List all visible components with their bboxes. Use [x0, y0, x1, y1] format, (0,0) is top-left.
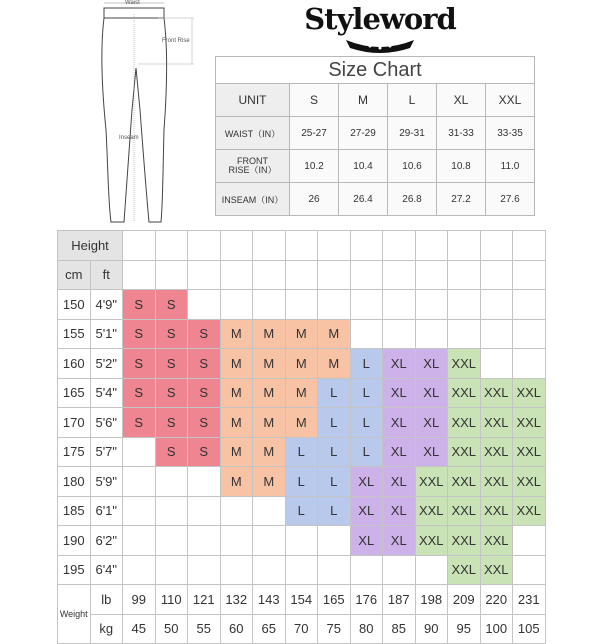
header-size-s: S [290, 84, 339, 117]
size-cell-l: L [350, 437, 383, 467]
size-cell-m: M [318, 319, 351, 349]
size-cell-xxl: XXL [448, 496, 481, 526]
size-cell-xxl: XXL [448, 408, 481, 438]
leggings-illustration-icon [94, 0, 204, 228]
size-cell-m: M [220, 408, 253, 438]
grid-cell [123, 496, 156, 526]
size-cell-s: S [155, 349, 188, 379]
header-size-l: L [388, 84, 437, 117]
size-cell-m: M [253, 319, 286, 349]
grid-cell [123, 437, 156, 467]
height-cm: 180 [58, 467, 91, 497]
size-cell-s: S [123, 378, 156, 408]
height-ft: 5'9" [90, 467, 123, 497]
size-cell-xl: XL [415, 349, 448, 379]
size-cell-xl: XL [383, 349, 416, 379]
size-cell-l: L [318, 378, 351, 408]
height-cm: 150 [58, 290, 91, 320]
grid-cell [383, 319, 416, 349]
size-cell-m: M [253, 408, 286, 438]
size-chart-table [215, 56, 535, 216]
weight-kg: 60 [220, 614, 253, 644]
grid-cell [285, 231, 318, 261]
grid-cell [285, 290, 318, 320]
grid-cell [253, 260, 286, 290]
size-cell-s: S [188, 349, 221, 379]
table-cell: 31-33 [437, 117, 486, 150]
table-row [58, 378, 546, 408]
size-cell-m: M [285, 408, 318, 438]
brand-logo-text: Styleword [304, 2, 456, 36]
grid-unit-row [58, 260, 546, 290]
weight-kg: 55 [188, 614, 221, 644]
size-cell-xl: XL [350, 496, 383, 526]
weight-lb: 165 [318, 585, 351, 615]
weight-kg: 95 [448, 614, 481, 644]
table-cell: 27.6 [486, 183, 535, 216]
size-cell-xxl: XXL [448, 526, 481, 556]
weight-lb: 176 [350, 585, 383, 615]
table-row [58, 437, 546, 467]
row-label-front: FRONT [237, 156, 268, 166]
weight-lb: 187 [383, 585, 416, 615]
table-row [58, 319, 546, 349]
size-cell-xl: XL [383, 408, 416, 438]
size-chart-header-row [216, 84, 535, 117]
grid-cell [415, 319, 448, 349]
table-row [58, 526, 546, 556]
grid-cell [285, 526, 318, 556]
weight-lb: 231 [513, 585, 546, 615]
weight-kg: 100 [480, 614, 513, 644]
grid-cell [513, 349, 546, 379]
grid-cell [123, 231, 156, 261]
table-cell: 10.8 [437, 150, 486, 183]
grid-cell [480, 319, 513, 349]
header-size-xl: XL [437, 84, 486, 117]
table-row [58, 555, 546, 585]
size-cell-l: L [285, 467, 318, 497]
size-cell-xxl: XXL [513, 496, 546, 526]
size-cell-xl: XL [383, 437, 416, 467]
size-cell-m: M [220, 467, 253, 497]
grid-cell [350, 555, 383, 585]
ft-label: ft [90, 260, 123, 290]
weight-kg: 85 [383, 614, 416, 644]
row-label-waist: WAIST（IN） [216, 117, 290, 150]
waist-label: Waist [125, 0, 140, 6]
height-weight-grid [57, 230, 546, 644]
height-cm: 160 [58, 349, 91, 379]
grid-cell [123, 260, 156, 290]
size-cell-m: M [253, 349, 286, 379]
height-label: Height [58, 231, 123, 261]
grid-cell [123, 467, 156, 497]
table-row [58, 349, 546, 379]
size-cell-m: M [318, 349, 351, 379]
grid-cell [415, 290, 448, 320]
height-cm: 195 [58, 555, 91, 585]
size-cell-xxl: XXL [480, 555, 513, 585]
size-cell-xxl: XXL [415, 526, 448, 556]
grid-cell [383, 555, 416, 585]
grid-cell [123, 526, 156, 556]
size-cell-s: S [123, 319, 156, 349]
table-cell: 27.2 [437, 183, 486, 216]
grid-cell [318, 260, 351, 290]
size-cell-xxl: XXL [513, 467, 546, 497]
size-cell-xxl: XXL [448, 437, 481, 467]
size-cell-xxl: XXL [415, 496, 448, 526]
weight-lb: 220 [480, 585, 513, 615]
size-cell-l: L [318, 467, 351, 497]
size-cell-m: M [285, 378, 318, 408]
size-cell-m: M [285, 349, 318, 379]
table-row [58, 290, 546, 320]
table-cell: 10.4 [339, 150, 388, 183]
size-chart-row-front-rise [216, 150, 535, 183]
grid-cell [318, 231, 351, 261]
grid-cell [123, 555, 156, 585]
height-cm: 155 [58, 319, 91, 349]
size-cell-xxl: XXL [480, 408, 513, 438]
grid-cell [188, 496, 221, 526]
table-cell: 26.4 [339, 183, 388, 216]
size-cell-l: L [285, 437, 318, 467]
row-label-rise: RISE [228, 165, 250, 175]
height-ft: 6'4" [90, 555, 123, 585]
weight-kg: 105 [513, 614, 546, 644]
row-label-inseam: INSEAM（IN） [216, 183, 290, 216]
grid-cell [188, 260, 221, 290]
table-cell: 26.8 [388, 183, 437, 216]
size-cell-s: S [123, 349, 156, 379]
grid-cell [155, 231, 188, 261]
grid-cell [448, 260, 481, 290]
height-ft: 5'6" [90, 408, 123, 438]
size-cell-s: S [155, 290, 188, 320]
inseam-label: Inseam [119, 135, 139, 141]
height-ft: 6'2" [90, 526, 123, 556]
height-ft: 5'2" [90, 349, 123, 379]
size-cell-l: L [350, 378, 383, 408]
grid-cell [415, 231, 448, 261]
grid-cell [383, 260, 416, 290]
size-cell-m: M [285, 319, 318, 349]
size-cell-m: M [220, 378, 253, 408]
table-row [58, 408, 546, 438]
size-chart-row-waist [216, 117, 535, 150]
weight-lb: 209 [448, 585, 481, 615]
size-cell-l: L [318, 408, 351, 438]
height-ft: 6'1" [90, 496, 123, 526]
table-cell: 11.0 [486, 150, 535, 183]
weight-lb: 198 [415, 585, 448, 615]
weight-label: Weight [58, 585, 91, 644]
grid-cell [350, 290, 383, 320]
grid-cell [513, 231, 546, 261]
grid-cell [480, 349, 513, 379]
size-cell-xxl: XXL [480, 467, 513, 497]
grid-cell [318, 290, 351, 320]
grid-cell [350, 319, 383, 349]
front-rise-label: Front Rise [162, 38, 190, 44]
height-ft: 5'1" [90, 319, 123, 349]
grid-cell [188, 555, 221, 585]
size-cell-s: S [155, 437, 188, 467]
weight-lb: 154 [285, 585, 318, 615]
grid-cell [155, 555, 188, 585]
size-cell-xl: XL [350, 467, 383, 497]
brand-logo [300, 2, 460, 54]
grid-cell [188, 526, 221, 556]
height-cm: 170 [58, 408, 91, 438]
weight-lb: 132 [220, 585, 253, 615]
size-cell-s: S [155, 408, 188, 438]
table-cell: 33-35 [486, 117, 535, 150]
size-cell-xl: XL [415, 437, 448, 467]
weight-kg: 90 [415, 614, 448, 644]
size-cell-m: M [253, 467, 286, 497]
grid-cell [220, 231, 253, 261]
grid-cell [383, 231, 416, 261]
weight-kg: 70 [285, 614, 318, 644]
row-label-unit: （IN） [249, 165, 277, 175]
table-row [58, 467, 546, 497]
size-cell-m: M [220, 349, 253, 379]
grid-cell [480, 290, 513, 320]
grid-cell [253, 231, 286, 261]
size-cell-l: L [350, 349, 383, 379]
size-cell-xl: XL [383, 496, 416, 526]
size-cell-xxl: XXL [480, 526, 513, 556]
size-chart-title: Size Chart [216, 57, 535, 84]
height-cm: 190 [58, 526, 91, 556]
size-cell-s: S [188, 378, 221, 408]
size-cell-s: S [188, 319, 221, 349]
grid-cell [155, 496, 188, 526]
size-cell-m: M [253, 378, 286, 408]
size-cell-xl: XL [415, 378, 448, 408]
grid-cell [220, 290, 253, 320]
size-cell-l: L [285, 496, 318, 526]
table-cell: 27-29 [339, 117, 388, 150]
size-cell-xxl: XXL [448, 555, 481, 585]
cm-label: cm [58, 260, 91, 290]
grid-cell [253, 555, 286, 585]
size-cell-s: S [188, 437, 221, 467]
grid-cell [350, 260, 383, 290]
grid-cell [253, 526, 286, 556]
size-cell-xxl: XXL [480, 378, 513, 408]
grid-cell [415, 555, 448, 585]
table-cell: 25-27 [290, 117, 339, 150]
logo-ornament-icon [300, 2, 460, 54]
size-cell-s: S [123, 290, 156, 320]
size-cell-xl: XL [350, 526, 383, 556]
size-chart-row-inseam [216, 183, 535, 216]
weight-kg: 80 [350, 614, 383, 644]
size-cell-s: S [188, 408, 221, 438]
size-cell-l: L [318, 437, 351, 467]
grid-cell [513, 260, 546, 290]
grid-cell [220, 260, 253, 290]
grid-cell [448, 319, 481, 349]
leggings-diagram [94, 0, 204, 228]
grid-cell [285, 555, 318, 585]
grid-cell [383, 290, 416, 320]
grid-cell [155, 260, 188, 290]
grid-cell [448, 231, 481, 261]
grid-cell [220, 496, 253, 526]
size-cell-xxl: XXL [480, 496, 513, 526]
grid-cell [285, 260, 318, 290]
size-cell-m: M [220, 437, 253, 467]
weight-lb: 143 [253, 585, 286, 615]
height-ft: 4'9" [90, 290, 123, 320]
size-cell-l: L [318, 496, 351, 526]
size-cell-xxl: XXL [513, 378, 546, 408]
table-row [58, 496, 546, 526]
grid-cell [448, 290, 481, 320]
grid-cell [318, 526, 351, 556]
weight-kg: 45 [123, 614, 156, 644]
header-size-m: M [339, 84, 388, 117]
weight-kg: 75 [318, 614, 351, 644]
height-ft: 5'7" [90, 437, 123, 467]
grid-cell [415, 260, 448, 290]
size-cell-xl: XL [383, 526, 416, 556]
row-label-front-rise [216, 150, 290, 183]
size-cell-s: S [123, 408, 156, 438]
table-cell: 29-31 [388, 117, 437, 150]
height-cm: 185 [58, 496, 91, 526]
size-cell-l: L [350, 408, 383, 438]
weight-kg-row [58, 614, 546, 644]
grid-cell [513, 319, 546, 349]
size-cell-s: S [155, 319, 188, 349]
size-cell-xxl: XXL [513, 437, 546, 467]
size-cell-xxl: XXL [448, 378, 481, 408]
weight-lb: 99 [123, 585, 156, 615]
grid-cell [188, 231, 221, 261]
weight-lb: 110 [155, 585, 188, 615]
grid-cell [318, 555, 351, 585]
grid-header-row [58, 231, 546, 261]
grid-cell [155, 526, 188, 556]
grid-cell [155, 467, 188, 497]
grid-cell [188, 467, 221, 497]
kg-label: kg [90, 614, 123, 644]
table-cell: 10.6 [388, 150, 437, 183]
size-cell-xxl: XXL [480, 437, 513, 467]
size-cell-xxl: XXL [415, 467, 448, 497]
size-cell-m: M [220, 319, 253, 349]
grid-cell [253, 496, 286, 526]
grid-cell [513, 526, 546, 556]
weight-lb: 121 [188, 585, 221, 615]
grid-cell [480, 260, 513, 290]
grid-cell [253, 290, 286, 320]
weight-lb-row [58, 585, 546, 615]
header-unit: UNIT [216, 84, 290, 117]
header-size-xxl: XXL [486, 84, 535, 117]
weight-kg: 50 [155, 614, 188, 644]
grid-cell [188, 290, 221, 320]
size-cell-xl: XL [383, 378, 416, 408]
size-cell-xl: XL [415, 408, 448, 438]
height-ft: 5'4" [90, 378, 123, 408]
grid-cell [513, 290, 546, 320]
height-cm: 165 [58, 378, 91, 408]
lb-label: lb [90, 585, 123, 615]
weight-kg: 65 [253, 614, 286, 644]
height-cm: 175 [58, 437, 91, 467]
grid-cell [220, 555, 253, 585]
grid-cell [220, 526, 253, 556]
grid-cell [480, 231, 513, 261]
size-cell-s: S [155, 378, 188, 408]
size-cell-xxl: XXL [513, 408, 546, 438]
size-cell-xxl: XXL [448, 349, 481, 379]
size-cell-m: M [253, 437, 286, 467]
table-cell: 26 [290, 183, 339, 216]
grid-cell [513, 555, 546, 585]
table-cell: 10.2 [290, 150, 339, 183]
size-cell-xl: XL [383, 467, 416, 497]
size-cell-xxl: XXL [448, 467, 481, 497]
grid-cell [350, 231, 383, 261]
